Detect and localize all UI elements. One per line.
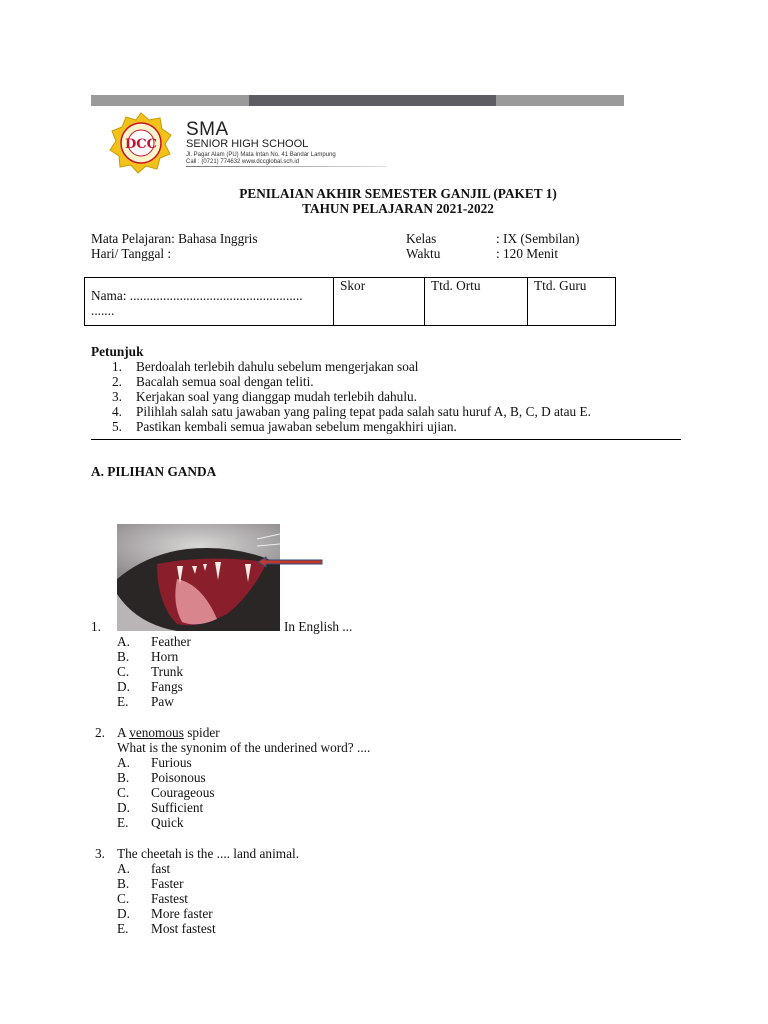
option-item[interactable]: A. fast bbox=[117, 861, 171, 876]
instructions-list bbox=[112, 359, 591, 434]
header-bar-middle bbox=[249, 95, 496, 106]
score-table bbox=[84, 277, 616, 326]
teacher-sign-cell[interactable] bbox=[527, 278, 616, 325]
subject-label: Mata Pelajaran: Bahasa Inggris bbox=[91, 231, 258, 246]
question-1-number: 1. bbox=[91, 619, 101, 634]
parent-sign-header: Ttd. Ortu bbox=[431, 278, 481, 293]
instruction-item: 3. Kerjakan soal yang dianggap mudah terlebih dahulu. bbox=[112, 389, 417, 404]
school-logo-icon bbox=[108, 112, 174, 174]
section-a-heading: A. PILIHAN GANDA bbox=[91, 464, 217, 479]
exam-year: TAHUN PELAJARAN 2021-2022 bbox=[302, 201, 494, 216]
instructions-heading: Petunjuk bbox=[91, 344, 144, 359]
instruction-item: 5. Pastikan kembali semua jawaban sebelum mengakhiri ujian. bbox=[112, 419, 457, 434]
class-value: : IX (Sembilan) bbox=[496, 231, 580, 246]
instruction-item: 2. Bacalah semua soal dengan teliti. bbox=[112, 374, 314, 389]
cat-fangs-photo bbox=[117, 524, 280, 631]
pointer-arrow-icon bbox=[258, 556, 324, 568]
question-2-options bbox=[117, 755, 215, 830]
school-full-name: SENIOR HIGH SCHOOL bbox=[186, 138, 309, 150]
teacher-sign-header: Ttd. Guru bbox=[534, 278, 587, 293]
option-item[interactable]: C. Courageous bbox=[117, 785, 215, 800]
header-bar-right bbox=[496, 95, 624, 106]
question-1-options bbox=[117, 634, 191, 709]
time-label: Waktu bbox=[406, 246, 441, 261]
option-item[interactable]: A. Feather bbox=[117, 634, 191, 649]
option-item[interactable]: D. Sufficient bbox=[117, 800, 204, 815]
parent-sign-cell[interactable] bbox=[424, 278, 527, 325]
header-underline bbox=[186, 166, 386, 167]
option-item[interactable]: B. Faster bbox=[117, 876, 184, 891]
option-item[interactable]: E. Quick bbox=[117, 815, 184, 830]
name-field-continuation: ....... bbox=[91, 303, 115, 318]
question-1-text: In English ... bbox=[284, 619, 353, 634]
option-item[interactable]: B. Poisonous bbox=[117, 770, 206, 785]
logo-text: DCC bbox=[125, 137, 157, 152]
option-item[interactable]: A. Furious bbox=[117, 755, 192, 770]
question-2-number: 2. bbox=[95, 725, 105, 740]
option-item[interactable]: E. Most fastest bbox=[117, 921, 216, 936]
question-3-number: 3. bbox=[95, 846, 105, 861]
section-divider bbox=[91, 439, 681, 440]
option-item[interactable]: C. Trunk bbox=[117, 664, 184, 679]
option-item[interactable]: B. Horn bbox=[117, 649, 179, 664]
class-label: Kelas bbox=[406, 231, 437, 246]
instruction-item: 4. Pilihlah salah satu jawaban yang paling tepat pada salah satu huruf A, B, C, D atau E. bbox=[112, 404, 591, 419]
option-item[interactable]: D. More faster bbox=[117, 906, 213, 921]
date-label: Hari/ Tanggal : bbox=[91, 246, 172, 261]
instruction-item: 1. Berdoalah terlebih dahulu sebelum mengerjakan soal bbox=[112, 359, 419, 374]
exam-title: PENILAIAN AKHIR SEMESTER GANJIL (PAKET 1) bbox=[239, 186, 557, 201]
time-value: : 120 Menit bbox=[496, 246, 559, 261]
school-address: Jl. Pagar Alam (PU) Mata Intan No. 41 Bandar Lampung bbox=[186, 152, 336, 158]
underlined-word: venomous bbox=[129, 725, 184, 740]
question-3-options bbox=[117, 861, 216, 936]
school-short-name: SMA bbox=[186, 119, 229, 140]
option-item[interactable]: E. Paw bbox=[117, 694, 174, 709]
question-2-text: A venomous spider bbox=[117, 725, 220, 740]
question-3-text: The cheetah is the .... land animal. bbox=[117, 846, 300, 861]
name-field[interactable]: Nama: .................................................... bbox=[91, 288, 303, 303]
option-item[interactable]: C. Fastest bbox=[117, 891, 188, 906]
score-cell[interactable] bbox=[333, 278, 424, 325]
score-header: Skor bbox=[340, 278, 366, 293]
question-2-subtext: What is the synonim of the underined word? .... bbox=[117, 740, 371, 755]
header-bar-left bbox=[91, 95, 249, 106]
school-contact: Call : (0721) 774632 www.dccglobal.sch.id bbox=[186, 159, 300, 165]
option-item[interactable]: D. Fangs bbox=[117, 679, 183, 694]
